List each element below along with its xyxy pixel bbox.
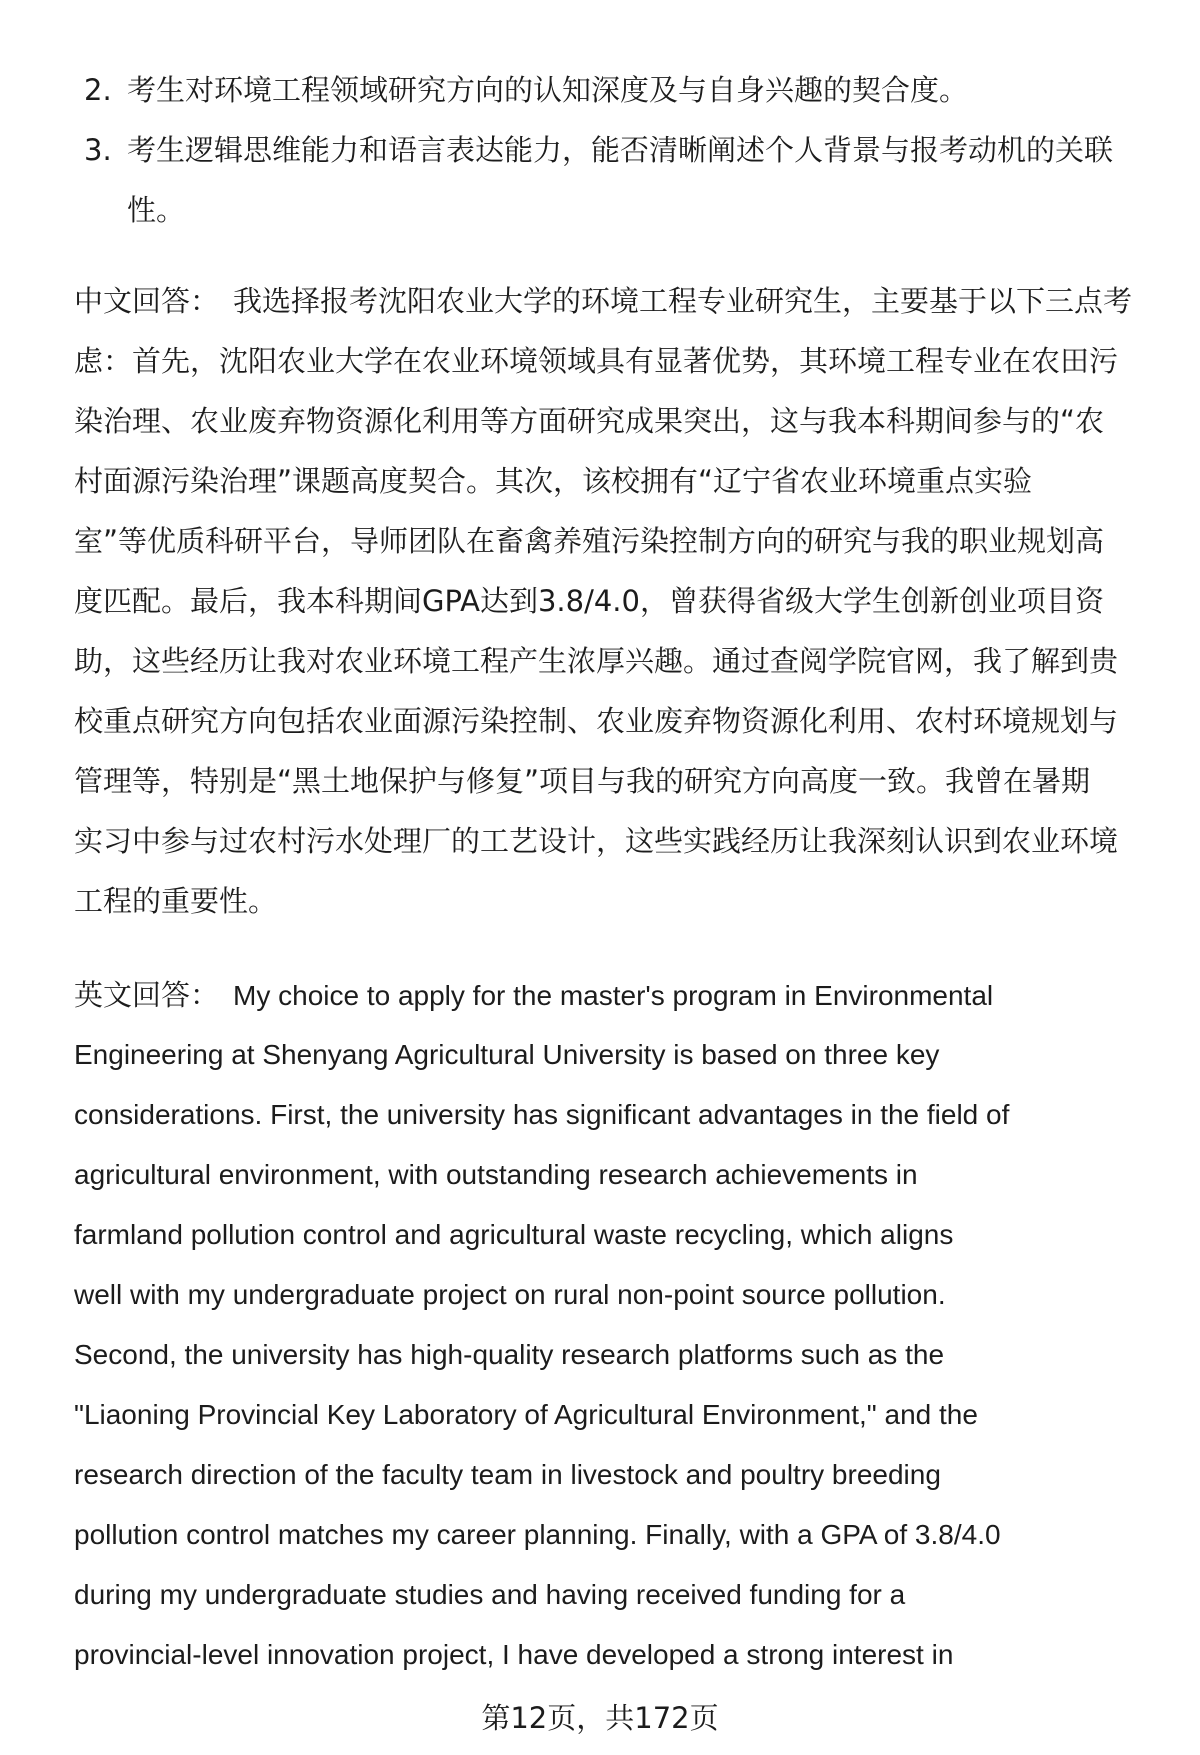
paragraph-line: 染治理、农业废弃物资源化利用等方面研究成果突出，这与我本科期间参与的“农 — [74, 404, 1105, 438]
paragraph-line: 工程的重要性。 — [74, 884, 278, 918]
list-item — [0, 60, 1200, 120]
list-item — [0, 120, 1200, 180]
paragraph-line: "Liaoning Provincial Key Laboratory of Agricultural Environment," and the — [74, 1399, 978, 1430]
paragraph-line: Engineering at Shenyang Agricultural University is based on three key — [74, 1039, 940, 1070]
paragraph-line: 实习中参与过农村污水处理厂的工艺设计，这些实践经历让我深刻认识到农业环境 — [74, 824, 1119, 858]
paragraph-line: pollution control matches my career planning. Finally, with a GPA of 3.8/4.0 — [74, 1519, 1001, 1550]
paragraph-line: well with my undergraduate project on rural non-point source pollution. — [74, 1279, 946, 1310]
english-answer-label: 英文回答： — [74, 978, 220, 1012]
chinese-answer-label: 中文回答： — [74, 284, 220, 318]
paragraph-text: My choice to apply for the master's program in Environmental — [233, 980, 994, 1011]
list-item-text: 性。 — [127, 193, 186, 227]
paragraph-line — [0, 271, 1200, 331]
list-item-text: 考生对环境工程领域研究方向的认知深度及与自身兴趣的契合度。 — [127, 73, 969, 107]
paragraph-line: 村面源污染治理”课题高度契合。其次，该校拥有“辽宁省农业环境重点实验 — [74, 464, 1033, 498]
list-item-text: 考生逻辑思维能力和语言表达能力，能否清晰阐述个人背景与报考动机的关联 — [127, 133, 1114, 167]
paragraph-line — [0, 965, 1200, 1025]
list-item-number: 3. — [84, 133, 112, 167]
chinese-answer — [0, 271, 1200, 931]
paragraph-line: 度匹配。最后，我本科期间GPA达到3.8/4.0，曾获得省级大学生创新创业项目资 — [74, 584, 1104, 618]
paragraph-line: Second, the university has high-quality research platforms such as the — [74, 1339, 945, 1370]
paragraph-line: considerations. First, the university has significant advantages in the field of — [74, 1099, 1010, 1130]
paragraph-line: research direction of the faculty team in livestock and poultry breeding — [74, 1459, 941, 1490]
paragraph-line: 室”等优质科研平台，导师团队在畜禽养殖污染控制方向的研究与我的职业规划高 — [74, 524, 1105, 558]
paragraph-line: farmland pollution control and agricultural waste recycling, which aligns — [74, 1219, 954, 1250]
paragraph-line: agricultural environment, with outstanding research achievements in — [74, 1159, 918, 1190]
paragraph-line: 虑：首先，沈阳农业大学在农业环境领域具有显著优势，其环境工程专业在农田污 — [74, 344, 1119, 378]
paragraph-text: 我选择报考沈阳农业大学的环境工程专业研究生，主要基于以下三点考 — [233, 284, 1133, 318]
page-number: 第12页，共172页 — [481, 1701, 719, 1735]
paragraph-line: 助，这些经历让我对农业环境工程产生浓厚兴趣。通过查阅学院官网，我了解到贵 — [74, 644, 1119, 678]
paragraph-line: 校重点研究方向包括农业面源污染控制、农业废弃物资源化利用、农村环境规划与 — [74, 704, 1119, 738]
paragraph-line: during my undergraduate studies and having received funding for a — [74, 1579, 906, 1610]
criteria-list — [0, 60, 1200, 240]
paragraph-line: provincial-level innovation project, I have developed a strong interest in — [74, 1639, 954, 1670]
list-item-number: 2. — [84, 73, 112, 107]
list-item-continuation — [0, 180, 1200, 240]
english-answer — [0, 965, 1200, 1685]
paragraph-line: 管理等，特别是“黑土地保护与修复”项目与我的研究方向高度一致。我曾在暑期 — [74, 764, 1091, 798]
